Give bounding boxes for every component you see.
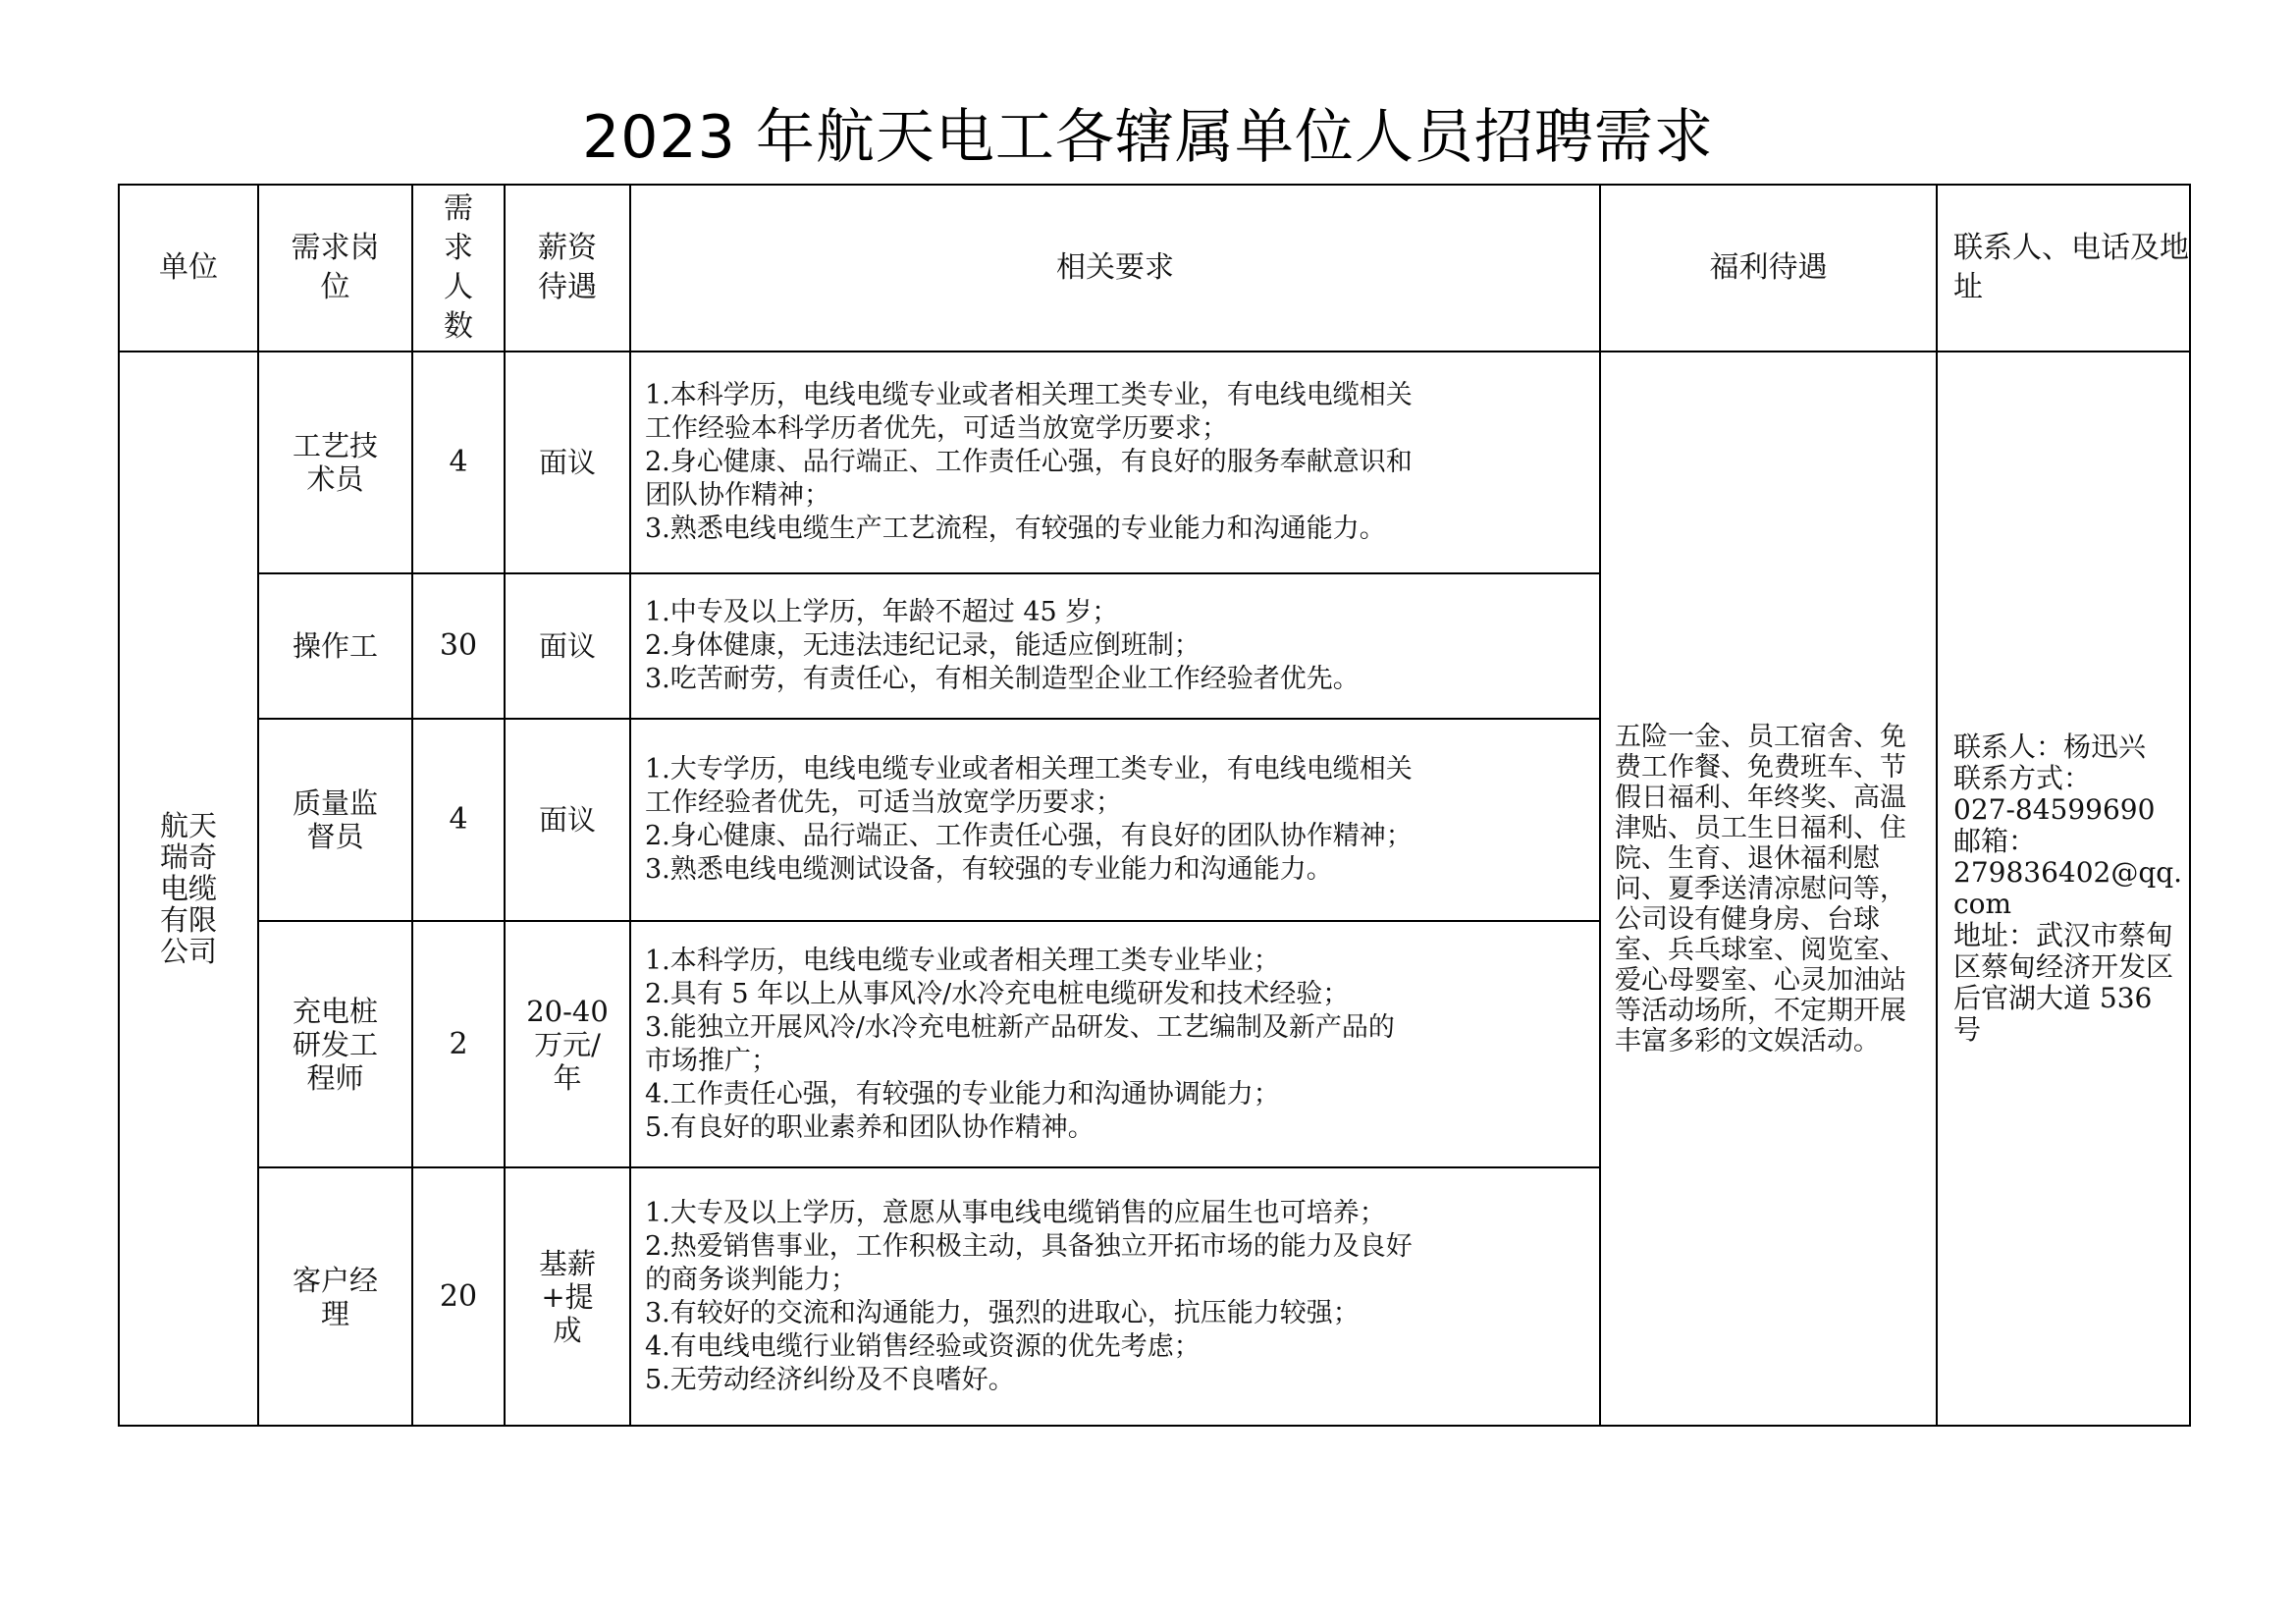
header-row	[119, 185, 2190, 352]
requirement-line: 4.有电线电缆行业销售经验或资源的优先考虑；	[645, 1330, 1201, 1362]
requirement-line: 1.本科学历，电线电缆专业或者相关理工类专业，有电线电缆相关	[645, 380, 1413, 410]
requirement-line: 3.熟悉电线电缆生产工艺流程，有较强的专业能力和沟通能力。	[645, 514, 1386, 544]
position-salary: 面议	[505, 352, 630, 573]
contact-person: 联系人：杨迅兴	[1953, 731, 2147, 763]
position-count: 30	[412, 573, 505, 719]
contact-email: 279836402@qq.com	[1953, 856, 2183, 920]
position-requirements	[630, 573, 1600, 719]
header-contact: 联系人、电话及地址	[1937, 185, 2190, 352]
requirement-line: 3.能独立开展风冷/水冷充电桩新产品研发、工艺编制及新产品的	[645, 1011, 1395, 1043]
header-welfare: 福利待遇	[1600, 185, 1937, 352]
contact-email-label: 邮箱：	[1953, 825, 2037, 857]
requirement-line: 1.大专及以上学历，意愿从事电线电缆销售的应届生也可培养；	[645, 1197, 1386, 1228]
header-count: 需求人数	[412, 185, 505, 352]
requirement-line: 1.本科学历，电线电缆专业或者相关理工类专业毕业；	[645, 945, 1280, 976]
position-requirements	[630, 1167, 1600, 1426]
requirement-line: 1.大专学历，电线电缆专业或者相关理工类专业，有电线电缆相关	[645, 754, 1413, 785]
header-requirements: 相关要求	[630, 185, 1600, 352]
requirement-line: 1.中专及以上学历，年龄不超过 45 岁；	[645, 597, 1119, 627]
contact-address: 地址：武汉市蔡甸区蔡甸经济开发区后官湖大道 536 号	[1953, 919, 2174, 1046]
requirement-line: 2.具有 5 年以上从事风冷/水冷充电桩电缆研发和技术经验；	[645, 978, 1350, 1009]
requirement-line: 3.有较好的交流和沟通能力，强烈的进取心，抗压能力较强；	[645, 1297, 1360, 1328]
table-row	[119, 352, 2190, 573]
position-salary: 基薪+提成	[505, 1167, 630, 1426]
requirement-line: 市场推广；	[645, 1045, 777, 1076]
contact-phone: 027-84599690	[1953, 793, 2156, 826]
position-requirements	[630, 921, 1600, 1167]
page-title: 2023 年航天电工各辖属单位人员招聘需求	[582, 103, 1714, 172]
requirement-line: 工作经验者优先，可适当放宽学历要求；	[645, 787, 1122, 818]
contact-info	[1937, 352, 2190, 1426]
position-name: 客户经理	[258, 1167, 412, 1426]
header-unit: 单位	[119, 185, 258, 352]
position-requirements	[630, 719, 1600, 921]
position-salary: 面议	[505, 573, 630, 719]
requirement-line: 工作经验本科学历者优先，可适当放宽学历要求；	[645, 413, 1228, 444]
position-count: 4	[412, 719, 505, 921]
position-count: 4	[412, 352, 505, 573]
header-position: 需求岗位	[258, 185, 412, 352]
contact-phone-label: 联系方式：	[1953, 762, 2092, 794]
recruitment-table	[118, 184, 2191, 1427]
position-name: 充电桩研发工程师	[258, 921, 412, 1167]
requirement-line: 团队协作精神；	[645, 480, 830, 511]
requirement-line: 3.吃苦耐劳，有责任心，有相关制造型企业工作经验者优先。	[645, 664, 1360, 694]
position-name: 质量监督员	[258, 719, 412, 921]
position-name: 操作工	[258, 573, 412, 719]
requirement-line: 5.有良好的职业素养和团队协作精神。	[645, 1111, 1095, 1143]
position-requirements	[630, 352, 1600, 573]
unit-name: 航天瑞奇电缆有限公司	[119, 352, 258, 1426]
requirement-line: 2.身心健康、品行端正、工作责任心强，有良好的团队协作精神；	[645, 821, 1413, 851]
position-count: 2	[412, 921, 505, 1167]
requirement-line: 3.熟悉电线电缆测试设备，有较强的专业能力和沟通能力。	[645, 854, 1333, 885]
requirement-line: 2.热爱销售事业，工作积极主动，具备独立开拓市场的能力及良好	[645, 1230, 1413, 1262]
requirement-line: 5.无劳动经济纠纷及不良嗜好。	[645, 1364, 1015, 1395]
position-count: 20	[412, 1167, 505, 1426]
header-salary: 薪资待遇	[505, 185, 630, 352]
position-salary: 20-40万元/年	[505, 921, 630, 1167]
position-name: 工艺技术员	[258, 352, 412, 573]
requirement-line: 的商务谈判能力；	[645, 1264, 857, 1295]
welfare-text: 五险一金、员工宿舍、免费工作餐、免费班车、节假日福利、年终奖、高温津贴、员工生日福利、住院、生育、退休福利慰问、夏季送清凉慰问等，公司设有健身房、台球室、兵乓球室、阅览室、爱心母婴室、心灵加油站等活动场所，不定期开展丰富多彩的文娱活动。	[1600, 352, 1937, 1426]
position-salary: 面议	[505, 719, 630, 921]
requirement-line: 2.身心健康、品行端正、工作责任心强，有良好的服务奉献意识和	[645, 447, 1413, 477]
requirement-line: 2.身体健康，无违法违纪记录，能适应倒班制；	[645, 630, 1201, 661]
requirement-line: 4.工作责任心强，有较强的专业能力和沟通协调能力；	[645, 1078, 1280, 1110]
